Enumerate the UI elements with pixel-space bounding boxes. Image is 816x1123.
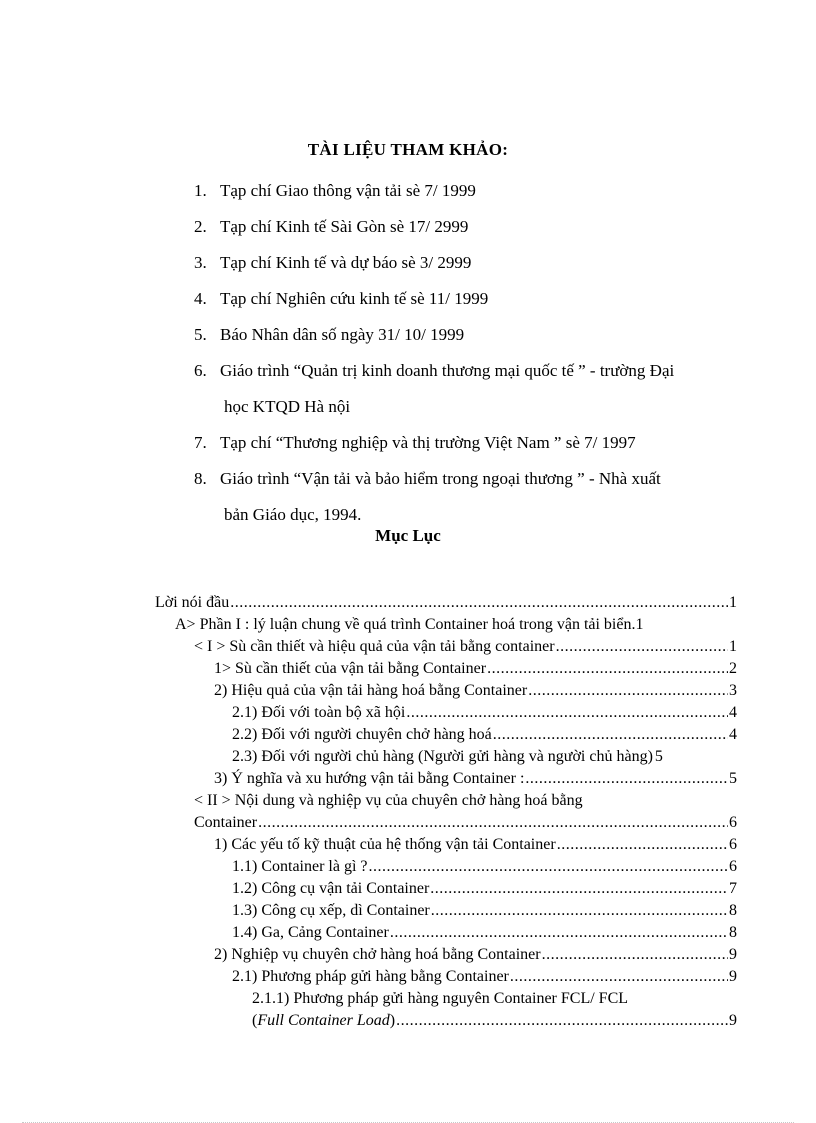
toc-page-number: 8 [729, 924, 737, 941]
toc-dot-leader [493, 724, 728, 746]
toc-paren-close: ) [389, 1012, 396, 1029]
toc-entry [214, 768, 737, 790]
reference-number: 8. [194, 469, 207, 488]
toc-entry [155, 592, 737, 614]
reference-text: Tạp chí Kinh tế Sài Gòn sè 17/ 2999 [220, 217, 469, 236]
toc-entry-text: 1.2) Công cụ vận tải Container [232, 880, 430, 897]
toc-page-number: 9 [729, 1012, 737, 1029]
reference-item [194, 209, 754, 245]
toc-page-number: 1 [729, 594, 737, 611]
reference-text: Tạp chí Nghiên cứu kinh tế sè 11/ 1999 [220, 289, 489, 308]
toc-entry-text: 2.3) Đối với người chủ hàng (Người gửi hàng và người chủ hàng) [232, 748, 653, 765]
toc-dot-leader [556, 636, 728, 658]
reference-text: Tạp chí Kinh tế và dự báo sè 3/ 2999 [220, 253, 472, 272]
toc-entry-text: 1.1) Container là gì ? [232, 858, 368, 875]
toc-dot-leader [528, 680, 728, 702]
toc-entry-text: 1> Sù cần thiết của vận tải bằng Container [214, 660, 487, 677]
reference-number: 2. [194, 217, 207, 236]
reference-number: 7. [194, 433, 207, 452]
toc-dot-leader [430, 878, 728, 900]
reference-text-continued: bản Giáo dục, 1994. [224, 505, 362, 524]
toc-page-number: 4 [729, 726, 737, 743]
toc-page-number: 9 [729, 946, 737, 963]
toc-entry [232, 922, 737, 944]
reference-text: Báo Nhân dân số ngày 31/ 10/ 1999 [220, 325, 465, 344]
toc-page-number: .1 [631, 616, 644, 633]
toc-entry-text: < I > Sù cần thiết và hiệu quả của vận tải bằng container [194, 638, 555, 655]
toc-entry [214, 944, 737, 966]
reference-text: Tạp chí Giao thông vận tải sè 7/ 1999 [220, 181, 476, 200]
toc-dot-leader [258, 812, 728, 834]
toc-entry-text: 1.4) Ga, Cảng Container [232, 924, 389, 941]
toc-italic-term: Full Container Load [257, 1012, 390, 1029]
reference-item [194, 353, 754, 425]
toc-dot-leader [487, 658, 728, 680]
toc-paren-open: ( [252, 1012, 258, 1029]
toc-dot-leader [510, 966, 728, 988]
toc-dot-leader [406, 702, 728, 724]
reference-text: Giáo trình “Vận tải và bảo hiểm trong ngoại thương ” - Nhà xuất [220, 469, 661, 488]
toc-entry-text: 2.1) Đối với toàn bộ xã hội [232, 704, 406, 721]
toc-entry [194, 812, 737, 834]
toc-entry [232, 900, 737, 922]
toc-entry [214, 680, 737, 702]
reference-item [194, 245, 754, 281]
toc-entry-text: 2.1) Phương pháp gửi hàng bằng Container [232, 968, 509, 985]
toc-dot-leader [557, 834, 728, 856]
toc-page-number: 8 [729, 902, 737, 919]
reference-item [194, 317, 754, 353]
toc-entry-text-continued: Container [194, 814, 258, 831]
toc-entry-text: 2) Nghiệp vụ chuyên chở hàng hoá bằng Container [214, 946, 541, 963]
toc-dot-leader [390, 922, 728, 944]
reference-item [194, 281, 754, 317]
reference-text: Tạp chí “Thương nghiệp và thị trường Việt Nam ” sè 7/ 1997 [220, 433, 636, 452]
toc-title: Mục Lục [375, 526, 441, 545]
toc-dot-leader [431, 900, 728, 922]
toc-entry [232, 966, 737, 988]
toc-entry [232, 746, 746, 768]
toc-page-number: 6 [729, 858, 737, 875]
toc-page-number: 7 [729, 880, 737, 897]
toc-entry-text: 2.2) Đối với người chuyên chở hàng hoá [232, 726, 492, 743]
toc-dot-leader [542, 944, 728, 966]
toc-entry-text: 1) Các yếu tố kỹ thuật của hệ thống vận tải Container [214, 836, 556, 853]
toc-entry-text: A> Phần I : lý luận chung về quá trình Container hoá trong vận tải biển [175, 616, 632, 633]
toc-dot-leader [396, 1010, 728, 1032]
toc-page-number: 6 [729, 814, 737, 831]
toc-entry [232, 878, 737, 900]
toc-dot-leader [230, 592, 728, 614]
reference-text-continued: học KTQD Hà nội [224, 397, 351, 416]
toc-entry-text: 2) Hiệu quả của vận tải hàng hoá bằng Container [214, 682, 528, 699]
references-title: TÀI LIỆU THAM KHẢO: [307, 140, 509, 159]
references-list [194, 173, 754, 533]
toc-entry-text: Lời nói đầu [155, 594, 230, 611]
reference-number: 4. [194, 289, 207, 308]
toc-entry-text: < II > Nội dung và nghiệp vụ của chuyên chở hàng hoá bằng [194, 792, 583, 809]
toc-page-number: 1 [729, 638, 737, 655]
toc-entry [175, 614, 737, 636]
toc-entry [232, 702, 737, 724]
toc-entry-text: 3) Ý nghĩa và xu hướng vận tải bằng Container : [214, 770, 525, 787]
toc-page-number: 5 [729, 770, 737, 787]
toc-entry-text: 1.3) Công cụ xếp, dì Container [232, 902, 430, 919]
toc-entry [194, 636, 737, 658]
toc-entry [214, 834, 737, 856]
reference-item [194, 425, 754, 461]
toc-page-number: 2 [729, 660, 737, 677]
toc-entry-text: 2.1.1) Phương pháp gửi hàng nguyên Container FCL/ FCL [252, 990, 629, 1007]
toc-entry-text-continued [252, 1010, 395, 1032]
toc-page-number: 4 [729, 704, 737, 721]
reference-item [194, 461, 754, 533]
reference-text: Giáo trình “Quản trị kinh doanh thương mại quốc tế ” - trường Đại [220, 361, 675, 380]
reference-number: 3. [194, 253, 207, 272]
toc-page-number: 5 [654, 748, 663, 765]
toc-entry [232, 724, 737, 746]
reference-item [194, 173, 754, 209]
toc-entry [214, 658, 737, 680]
reference-number: 1. [194, 181, 207, 200]
toc-entry [232, 856, 737, 878]
toc-page-number: 9 [729, 968, 737, 985]
toc-page-number: 3 [729, 682, 737, 699]
toc-dot-leader [525, 768, 728, 790]
toc-dot-leader [369, 856, 728, 878]
toc-page-number: 6 [729, 836, 737, 853]
toc-entry [252, 1010, 737, 1032]
reference-number: 5. [194, 325, 207, 344]
reference-number: 6. [194, 361, 207, 380]
